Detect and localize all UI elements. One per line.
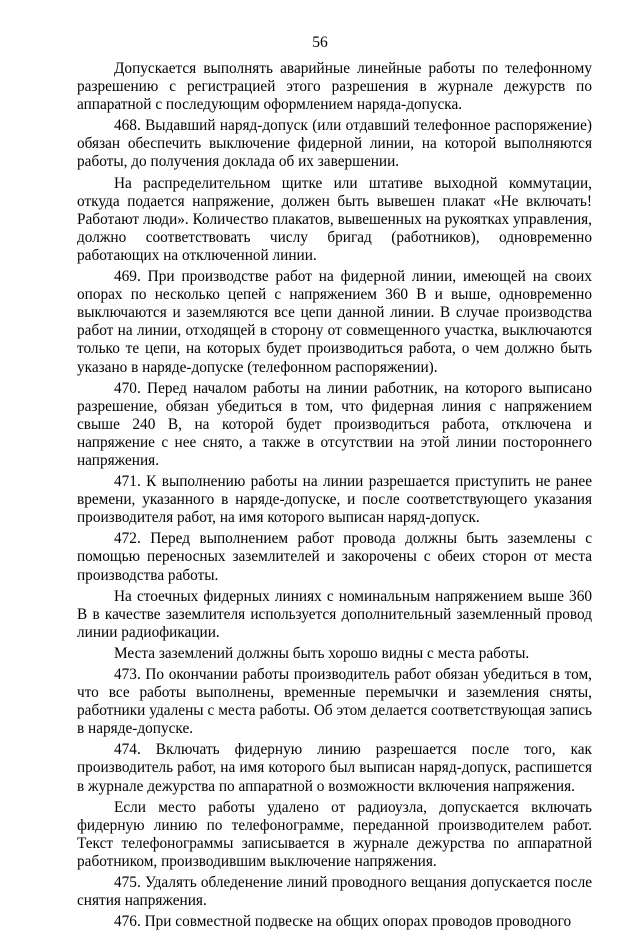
paragraph-470: 470. Перед началом работы на линии работник, на которого выписано разрешение, обязан убедиться в том, что фидерная линия с напряжением свыше 240 В, на которой будет производиться работа, отключена и напряжение с нее снято, а также в отсутствии на этой линии постороннего напряжения. [77,379,592,469]
paragraph: На стоечных фидерных линиях с номинальным напряжением выше 360 В в качестве заземлителя используется дополнительный заземленный провод линии радиофикации. [77,587,592,641]
paragraph: Если место работы удалено от радиоузла, допускается включать фидерную линию по телефонограмме, переданной производителем работ. Текст телефонограммы записывается в журнале дежурства по аппаратной работником, производившим выключение напряжения. [77,798,592,870]
paragraph: Места заземлений должны быть хорошо видны с места работы. [114,644,530,662]
document-body [77,60,592,934]
paragraph-476: 476. При совместной подвеске на общих опорах проводов проводного [114,913,572,931]
paragraph-469: 469. При производстве работ на фидерной линии, имеющей на своих опорах по несколько цепей с напряжением 360 В и выше, одновременно выключаются и заземляются все цепи данной линии. В случае производства работ на линии, отходящей в сторону от совмещенного участка, выключаются только те цепи, на которых будет производиться работа, о чем должно быть указано в наряде-допуске (телефонном распоряжении). [77,268,592,376]
paragraph: Допускается выполнять аварийные линейные работы по телефонному разрешению с регистрацией этого разрешения в журнале дежурств по аппаратной с последующим оформлением наряда-допуска. [77,60,592,114]
paragraph-472: 472. Перед выполнением работ провода должны быть заземлены с помощью переносных заземлителей и закорочены с обеих сторон от места производства работы. [77,530,592,584]
paragraph-473: 473. По окончании работы производитель работ обязан убедиться в том, что все работы выполнены, временные перемычки и заземления сняты, работники удалены с места работы. Об этом делается соответствующая запись в наряде-допуске. [77,666,592,738]
paragraph-475: 475. Удалять обледенение линий проводного вещания допускается после снятия напряжения. [77,874,592,910]
paragraph-471: 471. К выполнению работы на линии разрешается приступить не ранее времени, указанного в наряде-допуске, и после соответствующего указания производителя работ, на имя которого выписан наряд-допуск. [77,473,592,527]
paragraph-468: 468. Выдавший наряд-допуск (или отдавший телефонное распоряжение) обязан обеспечить выключение фидерной линии, на которой выполняются работы, до получения доклада об их завершении. [77,117,592,171]
paragraph-474: 474. Включать фидерную линию разрешается после того, как производитель работ, на имя которого был выписан наряд-допуск, распишется в журнале дежурства по аппаратной о возможности включения напряжения. [77,741,592,795]
paragraph: На распределительном щитке или штативе выходной коммутации, откуда подается напряжение, должен быть вывешен плакат «Не включать! Работают люди». Количество плакатов, вывешенных на рукоятках управления, должно соответствовать числу бригад (работников), одновременно работающих на отключенной линии. [77,174,592,264]
page-number: 56 [312,34,328,51]
